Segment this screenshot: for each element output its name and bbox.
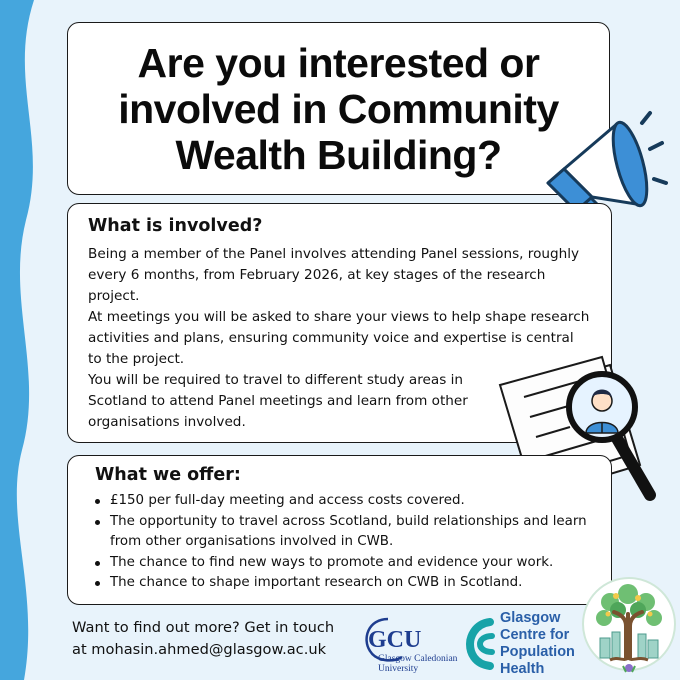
gcu-name-line-2: University <box>378 664 419 674</box>
contact-line-2: at mohasin.ahmed@glasgow.ac.uk <box>72 641 327 658</box>
contact-text <box>72 617 334 661</box>
poster-title <box>118 40 559 178</box>
gcph-name <box>500 610 575 678</box>
offer-list <box>95 491 593 594</box>
left-wave-decoration <box>0 0 60 680</box>
gcu-mark-text: GCU <box>368 627 422 653</box>
offer-item: The chance to find new ways to promote and evidence your work. <box>95 553 593 574</box>
gcph-name-line-4: Health <box>500 661 545 677</box>
gcu-name-line-1: Glasgow Caledonian <box>378 654 458 664</box>
involved-heading: What is involved? <box>88 216 263 236</box>
title-card <box>67 22 610 195</box>
offer-item: The opportunity to travel across Scotland, build relationships and learn from other organisations involved in CWB. <box>95 512 593 553</box>
title-line-2: involved in Community <box>118 85 559 132</box>
gcph-name-line-3: Population <box>500 644 575 660</box>
tree-logo-icon <box>580 568 678 676</box>
offer-item: £150 per full-day meeting and access costs covered. <box>95 491 593 512</box>
gcph-name-line-2: Centre for <box>500 627 570 643</box>
involved-paragraph-3: You will be required to travel to different study areas in Scotland to attend Panel meetings and learn from other organisations involved. <box>88 372 468 430</box>
offer-heading: What we offer: <box>95 465 241 485</box>
gcu-logo <box>358 613 473 675</box>
title-line-3: Wealth Building? <box>175 131 502 178</box>
gcph-name-line-1: Glasgow <box>500 610 561 626</box>
involved-paragraph-2: At meetings you will be asked to share your views to help shape research activities and plans, ensuring community voice and expertise is central to the project. <box>88 309 590 367</box>
involved-paragraph-1: Being a member of the Panel involves attending Panel sessions, roughly every 6 months, from February 2026, at key stages of the research project. <box>88 246 580 304</box>
contact-line-1: Want to find out more? Get in touch <box>72 619 335 636</box>
title-line-1: Are you interested or <box>137 39 540 86</box>
offer-item: The chance to shape important research on CWB in Scotland. <box>95 573 593 594</box>
gcph-logo-mark <box>466 618 500 670</box>
what-we-offer-card <box>67 455 612 605</box>
